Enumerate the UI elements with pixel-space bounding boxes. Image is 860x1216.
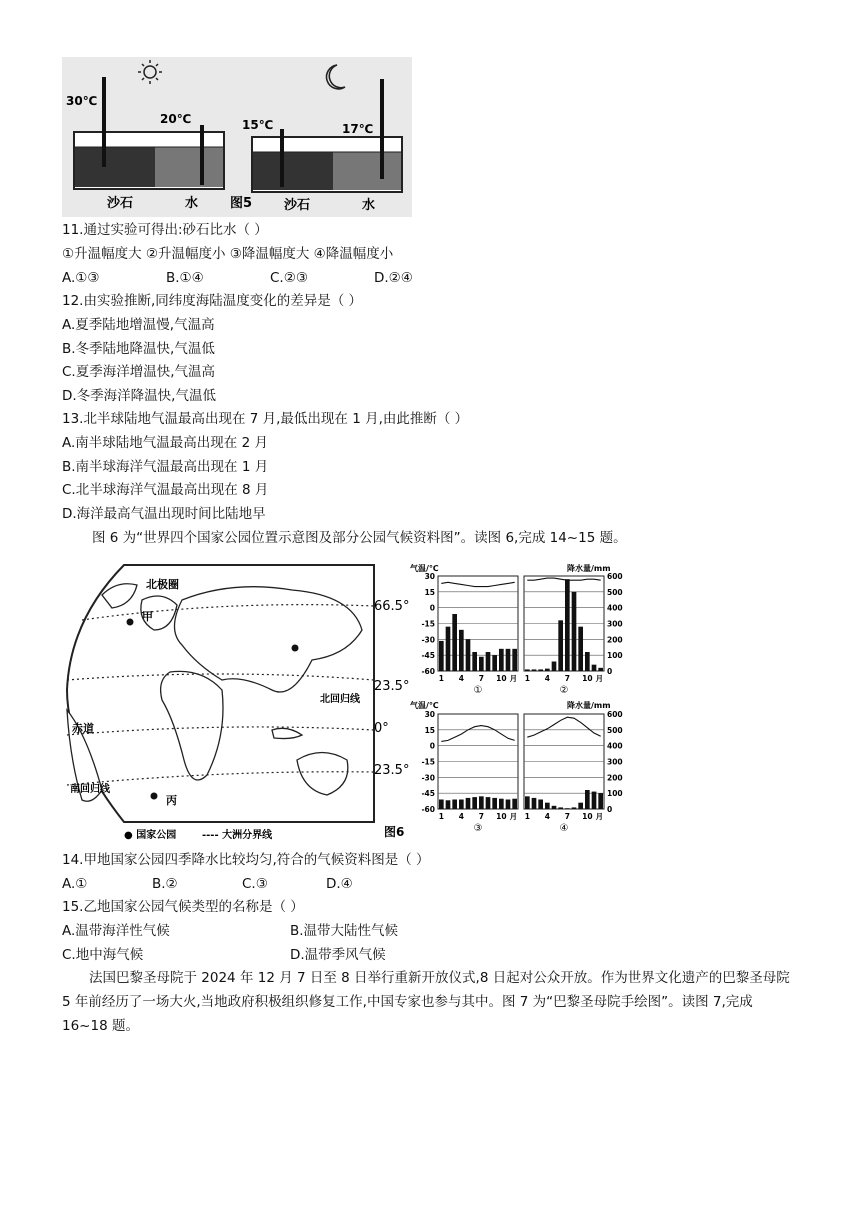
month-unit-label: 月 bbox=[595, 674, 604, 683]
lat-0: 0° bbox=[374, 721, 389, 736]
q11-option-d[interactable]: D.②④ bbox=[374, 270, 413, 286]
precip-tick-label: 0 bbox=[607, 667, 613, 676]
month-tick-label: 4 bbox=[544, 674, 550, 683]
precip-bar bbox=[472, 652, 477, 671]
precip-bar bbox=[459, 800, 464, 810]
precip-bar bbox=[479, 796, 484, 809]
temp-tick-label: -30 bbox=[421, 635, 435, 645]
month-tick-label: 1 bbox=[524, 812, 530, 821]
q14-option-b[interactable]: B.② bbox=[152, 876, 178, 892]
sand-label-left: 沙石 bbox=[107, 196, 134, 211]
month-unit-label: 月 bbox=[509, 674, 518, 683]
precip-bar bbox=[452, 614, 457, 671]
park-jia bbox=[127, 619, 134, 626]
q11-stem: 11.通过实验可得出:砂石比水（ ） bbox=[62, 222, 268, 238]
precip-bar bbox=[598, 793, 603, 809]
label-tropic-north: 北回归线 bbox=[320, 694, 360, 705]
temp-tick-label: -45 bbox=[421, 651, 435, 661]
precip-bar bbox=[538, 669, 543, 671]
q13-option-b[interactable]: B.南半球海洋气温最高出现在 1 月 bbox=[62, 459, 269, 475]
precip-bar bbox=[446, 800, 451, 809]
q15-options-row2 bbox=[62, 946, 518, 964]
q14-option-d[interactable]: D.④ bbox=[326, 876, 353, 892]
precip-tick-label: 200 bbox=[607, 635, 623, 645]
month-tick-label: 4 bbox=[544, 812, 550, 821]
precip-bar bbox=[558, 807, 563, 809]
park-yi bbox=[292, 645, 299, 652]
precip-bar bbox=[532, 669, 537, 671]
precip-bar bbox=[592, 792, 597, 809]
precip-bar bbox=[506, 649, 511, 671]
precip-tick-label: 500 bbox=[607, 725, 623, 735]
temp-axis-title-bottom: 气温/℃ bbox=[410, 701, 439, 710]
q11-option-a[interactable]: A.①③ bbox=[62, 270, 100, 286]
q11-choices: ①升温幅度大 ②升温幅度小 ③降温幅度大 ④降温幅度小 bbox=[62, 246, 394, 262]
q13-option-d[interactable]: D.海洋最高气温出现时间比陆地早 bbox=[62, 506, 266, 522]
precip-bar bbox=[512, 649, 517, 671]
month-tick-label: 7 bbox=[478, 812, 484, 821]
month-tick-label: 1 bbox=[438, 674, 444, 683]
temp-label-sand-night: 15℃ bbox=[242, 118, 274, 132]
label-bing: 丙 bbox=[166, 794, 177, 807]
q15-option-a[interactable]: A.温带海洋性气候 bbox=[62, 923, 170, 939]
temp-tick-label: 0 bbox=[429, 603, 435, 613]
month-tick-label: 10 bbox=[496, 812, 507, 821]
precip-bar bbox=[439, 641, 444, 671]
month-unit-label: 月 bbox=[595, 812, 604, 821]
month-tick-label: 10 bbox=[496, 674, 507, 683]
precip-bar bbox=[572, 807, 577, 809]
sand-label-right: 沙石 bbox=[284, 198, 311, 213]
precip-bar bbox=[525, 669, 530, 671]
q15-stem: 15.乙地国家公园气候类型的名称是（ ） bbox=[62, 899, 304, 915]
precip-bar bbox=[492, 798, 497, 809]
q11-option-c[interactable]: C.②③ bbox=[270, 270, 308, 286]
fig7-intro: 法国巴黎圣母院于 2024 年 12 月 7 日至 8 日举行重新开放仪式,8 日起对公众开放。作为世界文化遗产的巴黎圣母院 5 年前经历了一场大火,当地政府积极组织修复工作,中国专家也参与其中。图 7 为“巴黎圣母院手绘图”。读图 7,完成 16~18 题。 bbox=[62, 970, 790, 1034]
legend-park: ● 国家公园 bbox=[124, 830, 177, 841]
world-map bbox=[62, 560, 410, 845]
temp-tick-label: 30 bbox=[424, 710, 435, 719]
precip-bar bbox=[532, 798, 537, 809]
precip-axis-title-bottom: 降水量/mm bbox=[567, 701, 611, 710]
label-tropic-south: 南回归线 bbox=[70, 784, 110, 795]
precip-bar bbox=[565, 808, 570, 809]
precip-tick-label: 400 bbox=[607, 603, 623, 613]
q12-option-c[interactable]: C.夏季海洋增温快,气温高 bbox=[62, 364, 216, 380]
temp-label-water-night: 17℃ bbox=[342, 122, 374, 136]
month-tick-label: 10 bbox=[582, 812, 593, 821]
precip-tick-label: 600 bbox=[607, 572, 623, 581]
temp-tick-label: -30 bbox=[421, 773, 435, 783]
month-tick-label: 10 bbox=[582, 674, 593, 683]
precip-bar bbox=[545, 669, 550, 671]
precip-bar bbox=[499, 649, 504, 671]
precip-tick-label: 300 bbox=[607, 619, 623, 629]
month-tick-label: 4 bbox=[458, 812, 464, 821]
q11-options bbox=[62, 269, 478, 287]
label-arctic-circle: 北极圈 bbox=[146, 578, 179, 591]
month-tick-label: 7 bbox=[478, 674, 484, 683]
figure-5 bbox=[62, 57, 412, 217]
q15-option-c[interactable]: C.地中海气候 bbox=[62, 947, 144, 963]
q15-option-d[interactable]: D.温带季风气候 bbox=[290, 947, 386, 963]
precip-tick-label: 600 bbox=[607, 710, 623, 719]
q11-option-b[interactable]: B.①④ bbox=[166, 270, 204, 286]
precip-bar bbox=[552, 806, 557, 809]
precip-bar bbox=[472, 797, 477, 809]
q14-option-a[interactable]: A.① bbox=[62, 876, 88, 892]
precip-bar bbox=[512, 799, 517, 809]
q12-option-b[interactable]: B.冬季陆地降温快,气温低 bbox=[62, 341, 215, 357]
precip-bar bbox=[486, 797, 491, 809]
month-tick-label: 7 bbox=[564, 812, 570, 821]
precip-bar bbox=[592, 665, 597, 671]
temp-tick-label: 30 bbox=[424, 572, 435, 581]
precip-tick-label: 400 bbox=[607, 741, 623, 751]
precip-bar bbox=[558, 620, 563, 671]
q15-option-b[interactable]: B.温带大陆性气候 bbox=[290, 923, 399, 939]
lat-66-5: 66.5° bbox=[374, 599, 410, 614]
precip-bar bbox=[466, 639, 471, 671]
precip-tick-label: 100 bbox=[607, 789, 623, 799]
q12-option-a[interactable]: A.夏季陆地增温慢,气温高 bbox=[62, 317, 215, 333]
month-unit-label: 月 bbox=[509, 812, 518, 821]
q13-option-a[interactable]: A.南半球陆地气温最高出现在 2 月 bbox=[62, 435, 268, 451]
precip-bar bbox=[565, 579, 570, 671]
lat-23-5-n: 23.5° bbox=[374, 679, 410, 694]
lat-23-5-s: 23.5° bbox=[374, 763, 410, 778]
precip-bar bbox=[598, 668, 603, 671]
precip-tick-label: 0 bbox=[607, 805, 613, 814]
precip-bar bbox=[525, 796, 530, 809]
temp-tick-label: -60 bbox=[421, 667, 435, 676]
water-label-left: 水 bbox=[185, 196, 199, 211]
temp-axis-title-top: 气温/℃ bbox=[410, 564, 439, 573]
q13-option-c[interactable]: C.北半球海洋气温最高出现在 8 月 bbox=[62, 482, 269, 498]
precip-tick-label: 100 bbox=[607, 651, 623, 661]
precip-bar bbox=[572, 592, 577, 671]
temp-label-sand-day: 30℃ bbox=[66, 94, 98, 108]
fig6-intro: 图 6 为“世界四个国家公园位置示意图及部分公园气候资料图”。读图 6,完成 14~15 题。 bbox=[92, 530, 627, 546]
climate-charts bbox=[410, 562, 623, 834]
q14-option-c[interactable]: C.③ bbox=[242, 876, 268, 892]
precip-bar bbox=[552, 662, 557, 672]
q15-options-row1 bbox=[62, 922, 518, 940]
precip-bar bbox=[538, 800, 543, 810]
precip-tick-label: 300 bbox=[607, 757, 623, 767]
temp-tick-label: 15 bbox=[424, 725, 435, 735]
precip-bar bbox=[585, 652, 590, 671]
precip-bar bbox=[459, 630, 464, 671]
month-tick-label: 4 bbox=[458, 674, 464, 683]
temp-tick-label: -15 bbox=[421, 757, 435, 767]
q13-stem: 13.北半球陆地气温最高出现在 7 月,最低出现在 1 月,由此推断（ ） bbox=[62, 411, 469, 427]
temp-tick-label: -15 bbox=[421, 619, 435, 629]
temp-tick-label: 0 bbox=[429, 741, 435, 751]
precip-bar bbox=[446, 627, 451, 671]
label-equator: 赤道 bbox=[72, 722, 94, 735]
precip-bar bbox=[545, 803, 550, 809]
chart-id-label: ② bbox=[559, 685, 569, 696]
temp-tick-label: 15 bbox=[424, 587, 435, 597]
chart-id-label: ④ bbox=[559, 823, 569, 834]
park-bing bbox=[151, 793, 158, 800]
q12-stem: 12.由实验推断,同纬度海陆温度变化的差异是（ ） bbox=[62, 293, 363, 309]
temp-tick-label: -45 bbox=[421, 789, 435, 799]
precip-bar bbox=[578, 803, 583, 809]
precip-tick-label: 500 bbox=[607, 587, 623, 597]
precip-bar bbox=[506, 800, 511, 810]
precip-bar bbox=[486, 652, 491, 671]
temp-tick-label: -60 bbox=[421, 805, 435, 814]
label-jia: 甲 bbox=[142, 610, 153, 623]
month-tick-label: 7 bbox=[564, 674, 570, 683]
month-tick-label: 1 bbox=[438, 812, 444, 821]
chart-id-label: ③ bbox=[473, 823, 483, 834]
precip-bar bbox=[452, 800, 457, 810]
legend-boundary: ---- 大洲分界线 bbox=[202, 830, 273, 841]
water-label-right: 水 bbox=[362, 198, 376, 213]
precip-bar bbox=[499, 799, 504, 809]
figure-6-label: 图6 bbox=[384, 825, 405, 839]
q12-option-d[interactable]: D.冬季海洋降温快,气温低 bbox=[62, 388, 216, 404]
precip-bar bbox=[466, 798, 471, 809]
q14-stem: 14.甲地国家公园四季降水比较均匀,符合的气候资料图是（ ） bbox=[62, 852, 430, 868]
precip-tick-label: 200 bbox=[607, 773, 623, 783]
precip-bar bbox=[439, 800, 444, 810]
chart-id-label: ① bbox=[473, 685, 483, 696]
q14-options bbox=[62, 875, 430, 893]
figure-5-label: 图5 bbox=[230, 196, 253, 211]
precip-bar bbox=[578, 627, 583, 671]
temp-label-water-day: 20℃ bbox=[160, 112, 192, 126]
precip-bar bbox=[479, 657, 484, 671]
month-tick-label: 1 bbox=[524, 674, 530, 683]
precip-bar bbox=[492, 655, 497, 671]
precip-bar bbox=[585, 790, 590, 809]
precip-axis-title-top: 降水量/mm bbox=[567, 564, 611, 573]
